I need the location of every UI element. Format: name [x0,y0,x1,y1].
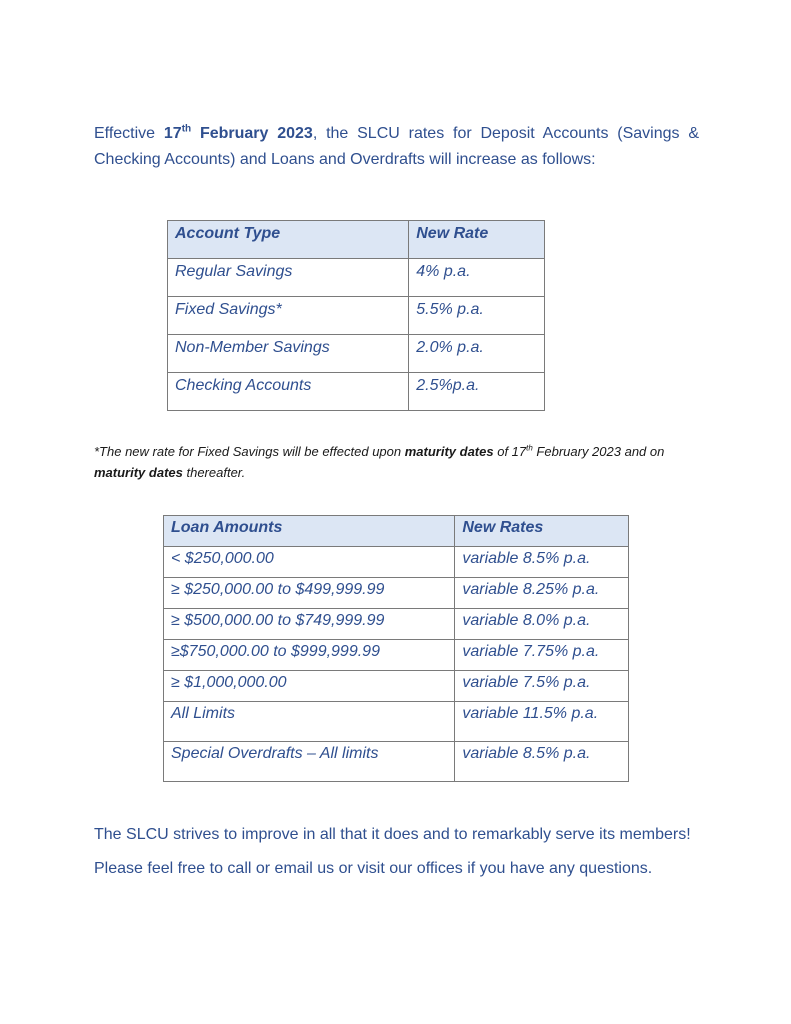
rate-cell: variable 8.25% p.a. [455,578,629,609]
intro-text-start: Effective [94,125,164,142]
loan-amount-cell: Special Overdrafts – All limits [164,742,455,782]
footnote-text-1: *The new rate for Fixed Savings will be effected upon [94,444,405,459]
effective-date-suffix: th [181,123,192,135]
header-account-type: Account Type [168,221,409,259]
rate-cell: variable 7.75% p.a. [455,640,629,671]
rate-cell: 2.0% p.a. [409,335,545,373]
table-row [164,702,629,742]
table-row [164,578,629,609]
loan-amount-cell: ≥ $250,000.00 to $499,999.99 [164,578,455,609]
header-new-rates: New Rates [455,516,629,547]
contact-invitation: Please feel free to call or email us or visit our offices if you have any questions. [94,860,653,877]
footnote-bold-1: maturity dates [404,444,494,459]
account-type-cell: Checking Accounts [168,373,409,411]
footnote-text-3: February 2023 and on [532,444,665,459]
rate-cell: variable 11.5% p.a. [455,702,629,742]
deposit-table-header [168,221,545,259]
rate-cell: variable 8.0% p.a. [455,609,629,640]
loan-table-header [164,516,629,547]
effective-date [164,125,313,142]
account-type-cell: Non-Member Savings [168,335,409,373]
loan-amount-cell: All Limits [164,702,455,742]
closing-statement: The SLCU strives to improve in all that it does and to remarkably serve its members! [94,826,691,843]
rate-cell: variable 8.5% p.a. [455,547,629,578]
rate-cell: variable 8.5% p.a. [455,742,629,782]
loan-amount-cell: ≥$750,000.00 to $999,999.99 [164,640,455,671]
intro-text-end: , the SLCU rates for Deposit Accounts (Savings & Checking Accounts) and Loans and Overdrafts will increase as follows: [94,125,700,168]
rate-cell: 2.5%p.a. [409,373,545,411]
rate-cell: 5.5% p.a. [409,297,545,335]
header-loan-amounts: Loan Amounts [164,516,455,547]
table-row [164,547,629,578]
rate-cell: variable 7.5% p.a. [455,671,629,702]
table-row [164,609,629,640]
table-row [168,259,545,297]
intro-paragraph [94,121,699,173]
effective-date-day: 17 [163,125,182,142]
footnote-text-4: thereafter. [182,465,246,480]
table-row [164,671,629,702]
table-row [168,297,545,335]
header-new-rate: New Rate [409,221,545,259]
fixed-savings-footnote [94,441,704,483]
account-type-cell: Fixed Savings* [168,297,409,335]
loan-rates-table [163,515,629,782]
footnote-date-suffix: th [526,443,533,453]
table-row [164,640,629,671]
footnote-bold-2: maturity dates [94,465,183,480]
rate-cell: 4% p.a. [409,259,545,297]
account-type-cell: Regular Savings [168,259,409,297]
deposit-rates-table [167,220,545,411]
table-row [168,373,545,411]
loan-amount-cell: < $250,000.00 [164,547,455,578]
loan-amount-cell: ≥ $500,000.00 to $749,999.99 [164,609,455,640]
effective-date-month-year: February 2023 [191,125,313,142]
table-row [168,335,545,373]
table-row [164,742,629,782]
footnote-text-2: of 17 [493,444,527,459]
loan-amount-cell: ≥ $1,000,000.00 [164,671,455,702]
